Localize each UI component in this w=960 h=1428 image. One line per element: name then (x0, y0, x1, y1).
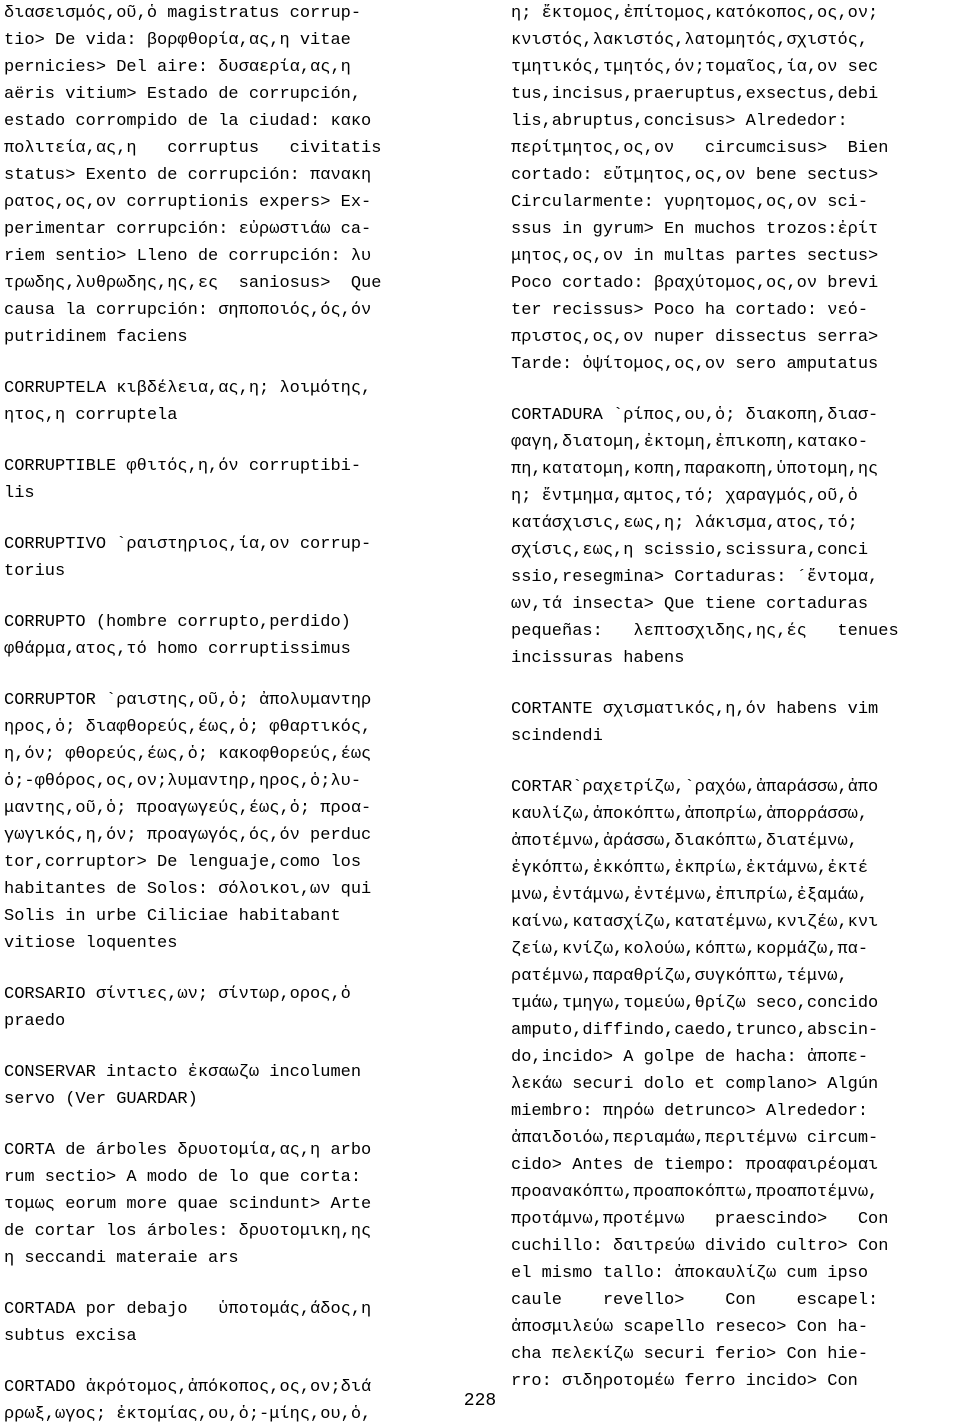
text-line: πη,κατατομη,κοπη,παρακοπη,ὑποτομη,ης (511, 460, 879, 479)
text-line: CORTADA por debajo ὑποτομάς,άδος,η (4, 1300, 372, 1319)
text-line: lis,abruptus,concisus> Alrededor: (511, 112, 848, 131)
text-line: perimentar corrupción: εὐρωστιάω ca- (4, 220, 372, 239)
text-line: κατάσχισις,εως,η; λάκισμα,ατος,τό; (511, 514, 858, 533)
text-line: φθάρμα,ατος,τό homo corruptissimus (4, 640, 351, 659)
text-line: CORTADO ἀκρότομος,ἀπόκοπος,ος,ον;διά (4, 1378, 372, 1397)
text-line: CORTA de árboles δρυοτομία,ας,η arbo (4, 1141, 372, 1160)
text-line: cuchillo: δαιτρεύω divido cultro> Con (511, 1237, 889, 1256)
text-line: vitiose loquentes (4, 934, 178, 953)
text-line: de cortar los árboles: δρυοτομικη,ης (4, 1222, 372, 1241)
text-line: λεκάω securi dolo et complano> Algún (511, 1075, 879, 1094)
text-line: subtus excisa (4, 1327, 137, 1346)
text-line: rro: σιδηροτομέω ferro incido> Con (511, 1372, 858, 1391)
text-line: CORRUPTIBLE φθιτός,η,όν corruptibi- (4, 457, 362, 476)
text-line: καυλίζω,ἀποκόπτω,ἀποπρίω,ἀπορράσσω, (511, 805, 869, 824)
text-line: rum sectio> A modo de lo que corta: (4, 1168, 362, 1187)
text-line: pequeñas: λεπτοσχιδης,ης,ές tenues (511, 622, 899, 641)
text-line: ἀπαιδοιόω,περιαμάω,περιτέμνω circum- (511, 1129, 879, 1148)
text-line: CORTAR`ραχετρίζω,`ραχόω,ἀπαράσσω,ἀπο (511, 778, 879, 797)
text-line: cortado: εὔτμητος,ος,ον bene sectus> (511, 166, 879, 185)
text-line: CORRUPTOR `ραιστης,οῦ,ὁ; ἀπολυμαντηρ (4, 691, 372, 710)
text-line: προανακόπτω,προαποκόπτω,προαποτέμνω, (511, 1183, 879, 1202)
text-line: τμάω,τμηγω,τομεύω,θρίζω seco,concido (511, 994, 879, 1013)
text-line: μητος,ος,ον in multas partes sectus> (511, 247, 879, 266)
text-line: putridinem faciens (4, 328, 188, 347)
text-line: τρωδης,λυθρωδης,ης,ες saniosus> Que (4, 274, 382, 293)
text-line: σχίσις,εως,η scissio,scissura,conci (511, 541, 869, 560)
text-line: η,όν; φθορεύς,έως,ὁ; κακοφθορεύς,έως (4, 745, 372, 764)
page-number: 228 (463, 1391, 497, 1411)
text-line: μνω,ἐντάμνω,ἐντέμνω,ἐπιπρίω,ἐξαμάω, (511, 886, 869, 905)
text-line: τμητικός,τμητός,όν;τομαῖος,ία,ον sec (511, 58, 879, 77)
entry-gap (511, 378, 956, 402)
text-line: incissuras habens (511, 649, 685, 668)
text-line: caule revello> Con escapel: (511, 1291, 879, 1310)
entry-gap (4, 957, 440, 981)
text-line: ὁ;-φθόρος,ος,ον;λυμαντηρ,ηρος,ὁ;λυ- (4, 772, 362, 791)
text-line: estado corrompido de la ciudad: κακο (4, 112, 372, 131)
text-line: ζείω,κνίζω,κολούω,κόπτω,κορμάζω,πα- (511, 940, 869, 959)
entry-gap (4, 663, 440, 687)
text-line: el mismo tallo: ἀποκαυλίζω cum ipso (511, 1264, 869, 1283)
text-line: τομως eorum more quae scindunt> Arte (4, 1195, 372, 1214)
text-line: γωγικός,η,όν; προαγωγός,ός,όν perduc (4, 826, 372, 845)
text-line: ηρος,ὁ; διαφθορεύς,έως,ὁ; φθαρτικός, (4, 718, 372, 737)
text-line: tio> De vida: βορφθορία,ας,η vitae (4, 31, 351, 50)
text-line: status> Exento de corrupción: πανακη (4, 166, 372, 185)
text-line: ρατος,ος,ον corruptionis expers> Ex- (4, 193, 372, 212)
text-line: causa la corrupción: σηποποιός,ός,όν (4, 301, 372, 320)
text-line: ἀποσμιλεύω scapello reseco> Con ha- (511, 1318, 869, 1337)
text-line: ἐγκόπτω,ἐκκόπτω,ἐκπρίω,ἐκτάμνω,ἐκτέ (511, 859, 869, 878)
text-line: pernicies> Del aire: δυσαερία,ας,η (4, 58, 351, 77)
text-line: Tarde: ὀψίτομος,ος,ον sero amputatus (511, 355, 879, 374)
text-line: cha πελεκίζω securi ferio> Con hie- (511, 1345, 869, 1364)
text-line: ρρωξ,ωγος; ἐκτομίας,ου,ὁ;-μίης,ου,ὁ, (4, 1405, 372, 1424)
text-line: πολιτεία,ας,η corruptus civitatis (4, 139, 382, 158)
text-line: torius (4, 562, 66, 581)
text-line: scindendi (511, 727, 603, 746)
text-line: Poco cortado: βραχύτομος,ος,ον brevi (511, 274, 879, 293)
text-line: aëris vitium> Estado de corrupción, (4, 85, 362, 104)
entry-gap (4, 507, 440, 531)
text-line: praedo (4, 1012, 66, 1031)
text-line: miembro: πηρόω detrunco> Alrededor: (511, 1102, 869, 1121)
text-line: η; ἔντμημα,αμτος,τό; χαραγμός,οῦ,ὁ (511, 487, 858, 506)
text-line: CORSARIO σίντιες,ων; σίντωρ,ορος,ὁ (4, 985, 351, 1004)
text-line: μαντης,οῦ,ὁ; προαγωγεύς,έως,ὁ; προα- (4, 799, 372, 818)
text-line: servo (Ver GUARDAR) (4, 1090, 198, 1109)
text-line: CORRUPTELA κιβδέλεια,ας,η; λοιμότης, (4, 379, 372, 398)
entry-gap (511, 672, 956, 696)
text-line: CORRUPTO (hombre corrupto,perdido) (4, 613, 351, 632)
text-line: tus,incisus,praeruptus,exsectus,debi (511, 85, 879, 104)
text-line: κνιστός,λακιστός,λατομητός,σχιστός, (511, 31, 869, 50)
text-line: CONSERVAR intacto ἐκσαωζω incolumen (4, 1063, 362, 1082)
text-line: Solis in urbe Ciliciae habitabant (4, 907, 341, 926)
text-line: habitantes de Solos: σόλοικοι,ων qui (4, 880, 372, 899)
entry-gap (4, 1272, 440, 1296)
text-line: CORTANTE σχισματικός,η,όν habens vim (511, 700, 879, 719)
text-line: ter recissus> Poco ha cortado: νεό- (511, 301, 869, 320)
right-column (511, 0, 956, 1395)
text-line: ρατέμνω,παραθρίζω,συγκόπτω,τέμνω, (511, 967, 848, 986)
entry-gap (4, 429, 440, 453)
text-line: amputo,diffindo,caedo,trunco,abscin- (511, 1021, 879, 1040)
text-line: ητος,η corruptela (4, 406, 178, 425)
entry-gap (4, 351, 440, 375)
entry-gap (4, 585, 440, 609)
text-line: ἀποτέμνω,ἀράσσω,διακόπτω,διατέμνω, (511, 832, 858, 851)
entry-gap (511, 750, 956, 774)
text-line: riem sentio> Lleno de corrupción: λυ (4, 247, 372, 266)
text-line: cido> Antes de tiempo: προαφαιρέομαι (511, 1156, 879, 1175)
text-line: φαγη,διατομη,ἐκτομη,ἐπικοπη,κατακο- (511, 433, 869, 452)
entry-gap (4, 1035, 440, 1059)
text-line: do,incido> A golpe de hacha: ἀποπε- (511, 1048, 869, 1067)
text-line: διασεισμός,οῦ,ὁ magistratus corrup- (4, 4, 362, 23)
text-line: η seccandi materaie ars (4, 1249, 239, 1268)
text-line: καίνω,κατασχίζω,κατατέμνω,κνιζέω,κνι (511, 913, 879, 932)
text-line: lis (4, 484, 35, 503)
text-line: πριστος,ος,ον nuper dissectus serra> (511, 328, 879, 347)
entry-gap (4, 1113, 440, 1137)
text-line: η; ἔκτομος,ἐπίτομος,κατόκοπος,ος,ον; (511, 4, 879, 23)
text-line: προτάμνω,προτέμνω praescindo> Con (511, 1210, 889, 1229)
text-line: CORRUPTIVO `ραιστηριος,ία,ον corrup- (4, 535, 372, 554)
text-line: ssio,resegmina> Cortaduras: ´ἔντομα, (511, 568, 879, 587)
text-line: ων,τά insecta> Que tiene cortaduras (511, 595, 869, 614)
text-line: CORTADURA `ρίπος,ου,ὁ; διακοπη,διασ- (511, 406, 879, 425)
left-column (4, 0, 440, 1428)
text-line: Circularmente: γυρητομος,ος,ον sci- (511, 193, 869, 212)
text-line: περίτμητος,ος,ον circumcisus> Bien (511, 139, 889, 158)
text-line: tor,corruptor> De lenguaje,como los (4, 853, 362, 872)
entry-gap (4, 1350, 440, 1374)
text-line: ssus in gyrum> En muchos trozos:ἐρίτ (511, 220, 879, 239)
